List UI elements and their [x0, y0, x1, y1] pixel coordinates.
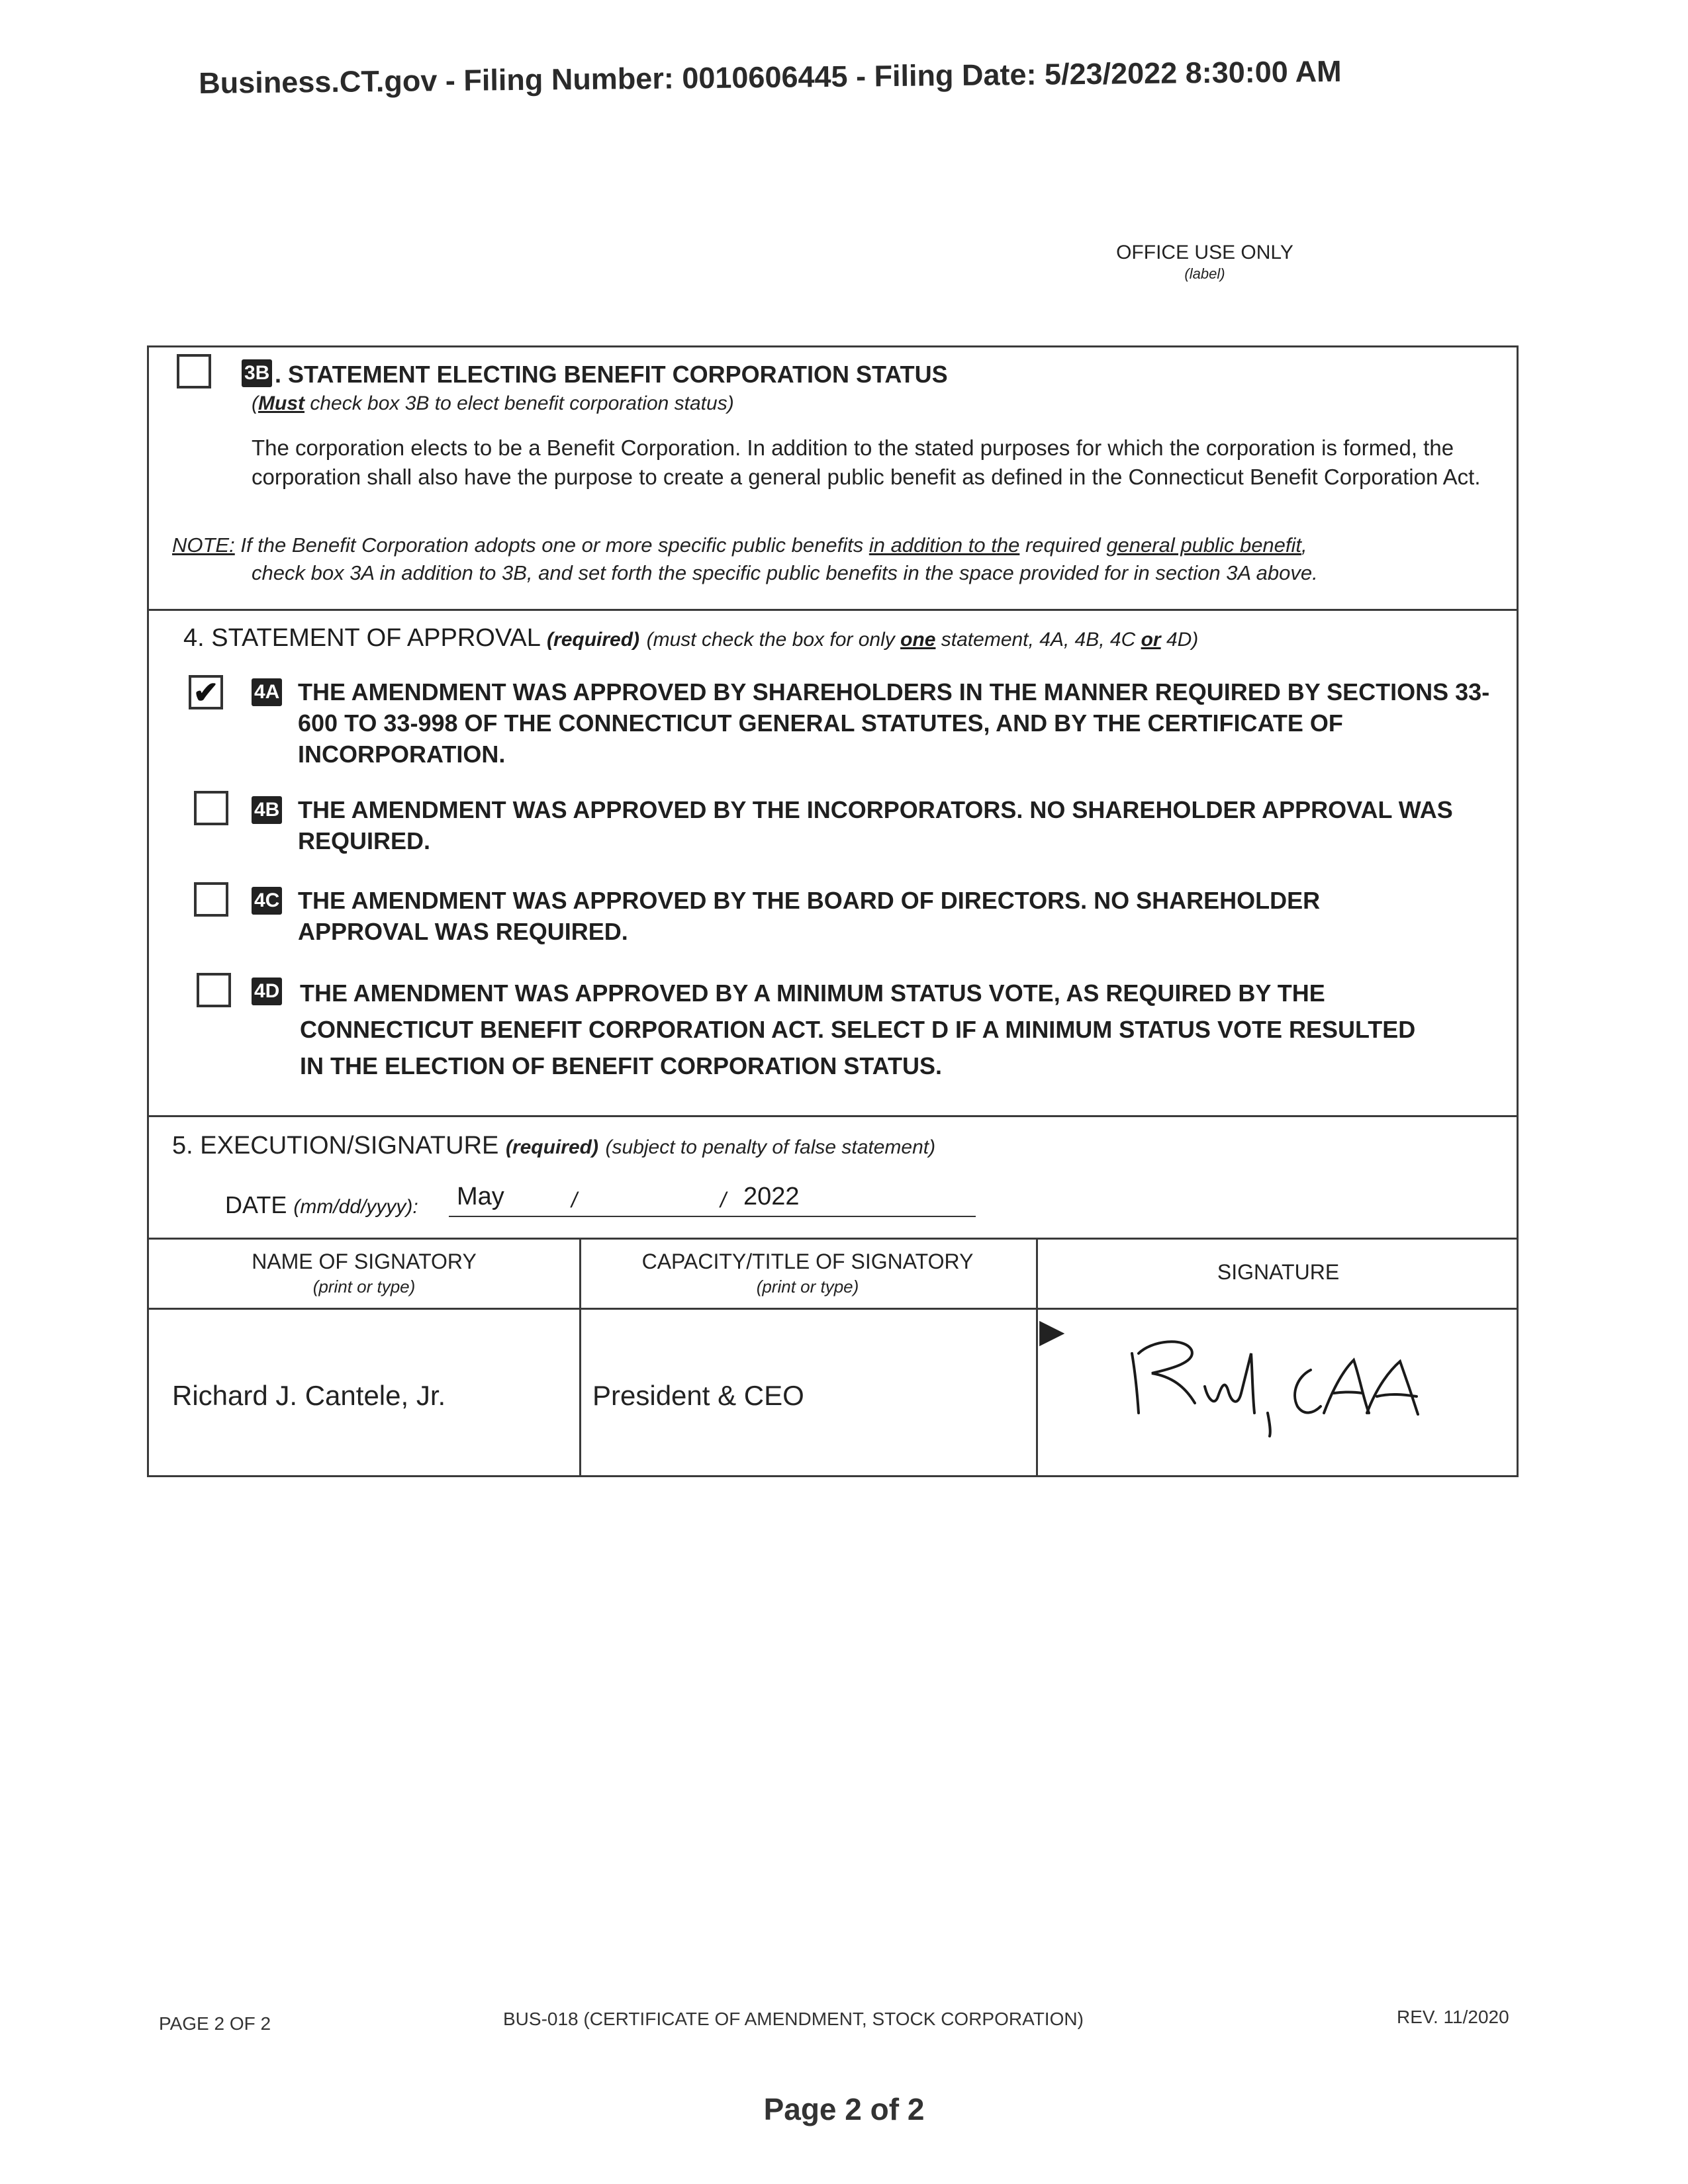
checkbox-4a[interactable]: ✔	[189, 675, 223, 709]
option-4c-text: THE AMENDMENT WAS APPROVED BY THE BOARD OF DIRECTORS. NO SHAREHOLDER APPROVAL WAS REQUIRED.	[298, 887, 1321, 945]
date-row	[225, 1191, 418, 1219]
signatory-table	[149, 1238, 1517, 1477]
signatory-name: Richard J. Cantele, Jr.	[172, 1380, 446, 1411]
option-4a-text: THE AMENDMENT WAS APPROVED BY SHAREHOLDERS IN THE MANNER REQUIRED BY SECTIONS 33-600 TO 33-998 OF THE CONNECTICUT GENERAL STATUTES, AND BY THE CERTIFICATE OF INCORPORATION.	[298, 678, 1490, 768]
checkbox-4c[interactable]	[194, 882, 228, 917]
date-month: May	[457, 1183, 504, 1210]
badge-4b: 4B	[252, 796, 282, 824]
must-label: Must	[258, 392, 305, 414]
office-use-box	[1059, 242, 1350, 283]
signature-image	[1112, 1314, 1456, 1439]
footer-form-id: BUS-018 (CERTIFICATE OF AMENDMENT, STOCK CORPORATION)	[503, 2009, 1084, 2029]
office-use-title: OFFICE USE ONLY	[1116, 242, 1293, 263]
date-format: (mm/dd/yyyy):	[293, 1196, 418, 1218]
section-3b-note-line2: check box 3A in addition to 3B, and set forth the specific public benefits in the space provided for in section 3A above.	[252, 561, 1318, 584]
section-4-title: 4. STATEMENT OF APPROVAL	[183, 624, 540, 652]
signature-arrow-icon: ▶	[1039, 1312, 1065, 1349]
col-name-header: NAME OF SIGNATORY (print or type)	[252, 1250, 477, 1297]
section-3b-body: The corporation elects to be a Benefit Corporation. In addition to the stated purposes for which the corporation is formed, the corporation shall also have the purpose to create a general public benefit as defined in the Connecticut Benefit Corporation Act.	[252, 435, 1481, 489]
form-frame	[147, 345, 1519, 1477]
badge-4c: 4C	[252, 887, 282, 915]
office-use-label: (label)	[1184, 265, 1225, 282]
date-separator: /	[571, 1188, 577, 1212]
col-signature-header: SIGNATURE	[1217, 1260, 1340, 1284]
section-3b-title: . STATEMENT ELECTING BENEFIT CORPORATION STATUS	[275, 361, 948, 388]
date-year: 2022	[743, 1183, 800, 1210]
filing-header: Business.CT.gov - Filing Number: 0010606445 - Filing Date: 5/23/2022 8:30:00 AM	[199, 54, 1342, 100]
section-4-title-row: 4. STATEMENT OF APPROVAL (required) (must check the box for only one statement, 4A, 4B, 4C or 4D)	[183, 624, 1199, 652]
section-3b-note: NOTE: If the Benefit Corporation adopts one or more specific public benefits in addition to the required general public benefit,	[172, 533, 1307, 557]
section-5-title: 5. EXECUTION/SIGNATURE	[172, 1132, 499, 1160]
badge-3b: 3B	[242, 359, 272, 387]
badge-4a: 4A	[252, 678, 282, 706]
option-4d-text: THE AMENDMENT WAS APPROVED BY A MINIMUM STATUS VOTE, AS REQUIRED BY THE CONNECTICUT BENEFIT CORPORATION ACT. SELECT D IF A MINIMUM STATUS VOTE RESULTED IN THE ELECTION OF BENEFIT CORPORATION STATUS.	[300, 979, 1416, 1079]
footer-revision: REV. 11/2020	[1397, 2007, 1509, 2027]
page-number: Page 2 of 2	[763, 2092, 925, 2126]
section-3b-subtitle: (Must check box 3B to elect benefit corporation status)	[252, 392, 734, 414]
checkbox-4b[interactable]	[194, 791, 228, 825]
date-separator: /	[720, 1188, 726, 1212]
section-5-title-row: 5. EXECUTION/SIGNATURE (required) (subject to penalty of false statement)	[172, 1132, 936, 1160]
checkbox-3b[interactable]	[177, 354, 211, 388]
col-capacity-header: CAPACITY/TITLE OF SIGNATORY (print or type)	[641, 1250, 974, 1297]
option-4b-text: THE AMENDMENT WAS APPROVED BY THE INCORPORATORS. NO SHAREHOLDER APPROVAL WAS REQUIRED.	[298, 796, 1453, 854]
date-field[interactable]	[449, 1183, 976, 1217]
badge-4d: 4D	[252, 978, 282, 1005]
checkbox-4d[interactable]	[197, 973, 231, 1007]
divider	[149, 1115, 1517, 1117]
signatory-capacity: President & CEO	[592, 1380, 804, 1411]
date-label: DATE	[225, 1191, 287, 1218]
divider	[149, 609, 1517, 611]
footer-page-label: PAGE 2 OF 2	[159, 2013, 271, 2034]
